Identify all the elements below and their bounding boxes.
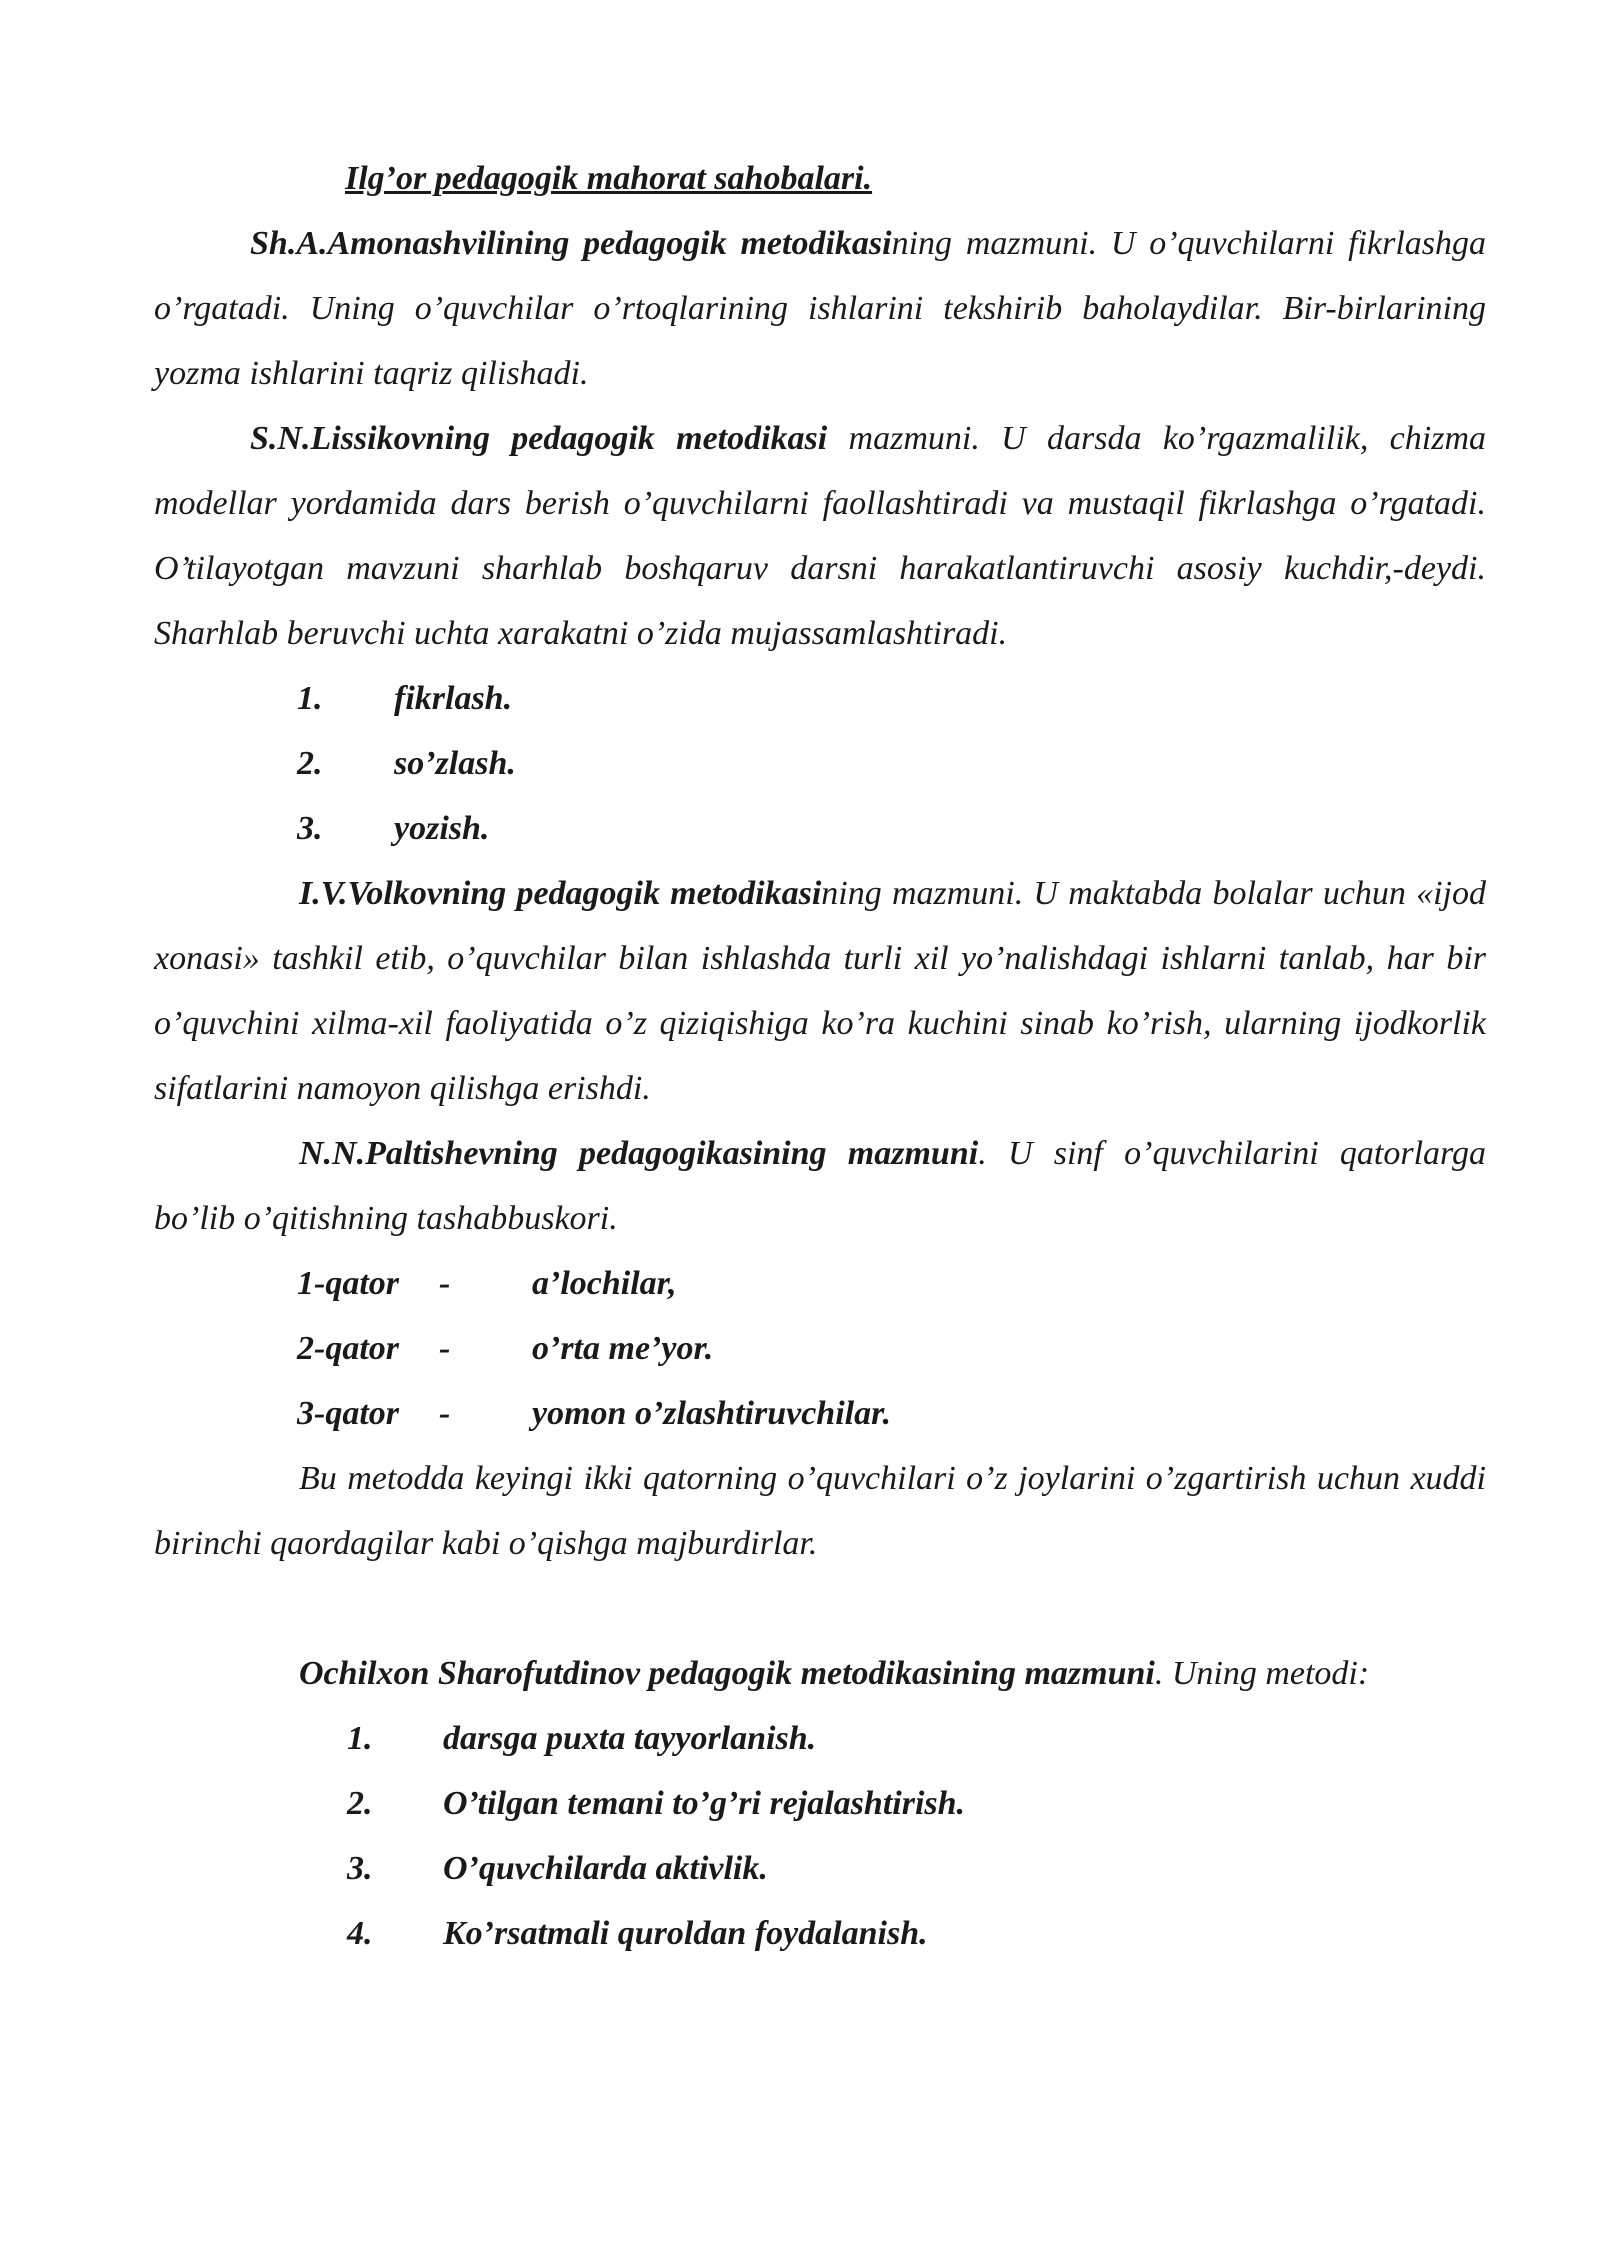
list-number: 4. <box>347 1915 373 1952</box>
list-item <box>154 1251 1486 1316</box>
lissikov-list <box>154 666 1486 861</box>
list-item <box>154 796 1486 861</box>
sharofutdinov-list <box>154 1706 1486 1966</box>
paragraph-text: . U sinf o’quvchilarini qatorlarga bo’lib o’qitishning tashabbuskori. <box>154 1135 1487 1237</box>
list-item <box>154 1771 1486 1836</box>
row-dash: - <box>439 1330 451 1367</box>
paragraph-paltishev <box>154 1121 1486 1251</box>
paragraph-lissikov <box>154 406 1486 666</box>
row-text: a’lochilar, <box>532 1265 677 1302</box>
paragraph-text: . Uning metodi: <box>1154 1655 1370 1692</box>
paragraph-text: ning mazmuni. U o’quvchilarni fikrlashga o’rgatadi. Uning o’quvchilar o’rtoqlarining ishlarini tekshirib baholaydilar. Bir-birlarining yozma ishlarini taqriz qilishadi. <box>154 225 1486 392</box>
page-title: Ilg’or pedagogik mahorat sahobalari. <box>345 160 873 197</box>
paltishev-rows <box>154 1251 1486 1446</box>
list-text: so’zlash. <box>394 745 516 782</box>
row-label: 3-qator <box>297 1395 399 1432</box>
author-heading-amonashvili: Sh.A.Amonashvilining pedagogik metodikasi <box>250 225 892 262</box>
list-item <box>154 1706 1486 1771</box>
row-label: 2-qator <box>297 1330 399 1367</box>
list-item <box>154 666 1486 731</box>
paragraph-text: ning mazmuni. U maktabda bolalar uchun «ijod xonasi» tashkil etib, o’quvchilar bilan ishlashda turli xil yo’nalishdagi ishlarni tanlab, har bir o’quvchini xilma-xil faoliyatida o’z qiziqishiga ko’ra kuchini sinab ko’rish, ularning ijodkorlik sifatlarini namoyon qilishga erishdi. <box>154 875 1486 1107</box>
list-item <box>154 1836 1486 1901</box>
author-heading-sharofutdinov: Ochilxon Sharofutdinov pedagogik metodikasining mazmuni <box>299 1655 1155 1692</box>
author-heading-lissikov: S.N.Lissikovning pedagogik metodikasi <box>250 420 828 457</box>
list-text: yozish. <box>394 810 490 847</box>
paragraph-amonashvili <box>154 211 1486 406</box>
list-item <box>154 1901 1486 1966</box>
row-dash: - <box>439 1265 451 1302</box>
list-text: darsga puxta tayyorlanish. <box>443 1720 817 1757</box>
document-body <box>154 211 1486 1966</box>
list-number: 3. <box>347 1850 373 1887</box>
row-dash: - <box>439 1395 451 1432</box>
paragraph-sharofutdinov <box>154 1641 1486 1706</box>
list-text: O’quvchilarda aktivlik. <box>443 1850 768 1887</box>
row-text: yomon o’zlashtiruvchilar. <box>532 1395 891 1432</box>
list-item <box>154 731 1486 796</box>
paragraph-volkov <box>154 861 1486 1121</box>
author-heading-paltishev: N.N.Paltishevning pedagogikasining mazmuni <box>299 1135 979 1172</box>
list-number: 2. <box>297 745 323 782</box>
row-label: 1-qator <box>297 1265 399 1302</box>
paragraph-text: mazmuni. U darsda ko’rgazmalilik, chizma modellar yordamida dars berish o’quvchilarni faollashtiradi va mustaqil fikrlashga o’rgatadi. O’tilayotgan mavzuni sharhlab boshqaruv darsni harakatlantiruvchi asosiy kuchdir,-deydi. Sharhlab beruvchi uchta xarakatni o’zida mujassamlashtiradi. <box>154 420 1486 652</box>
row-text: o’rta me’yor. <box>532 1330 714 1367</box>
list-text: Ko’rsatmali quroldan foydalanish. <box>443 1915 928 1952</box>
list-number: 1. <box>347 1720 373 1757</box>
list-text: O’tilgan temani to’g’ri rejalashtirish. <box>443 1785 966 1822</box>
author-heading-volkov: I.V.Volkovning pedagogik metodikasi <box>299 875 822 912</box>
list-text: fikrlash. <box>394 680 513 717</box>
list-item <box>154 1381 1486 1446</box>
list-number: 2. <box>347 1785 373 1822</box>
spacer <box>154 1576 1486 1641</box>
paragraph-note: Bu metodda keyingi ikki qatorning o’quvchilari o’z joylarini o’zgartirish uchun xuddi birinchi qaordagilar kabi o’qishga majburdirlar. <box>154 1460 1486 1562</box>
list-number: 3. <box>297 810 323 847</box>
list-item <box>154 1316 1486 1381</box>
list-number: 1. <box>297 680 323 717</box>
